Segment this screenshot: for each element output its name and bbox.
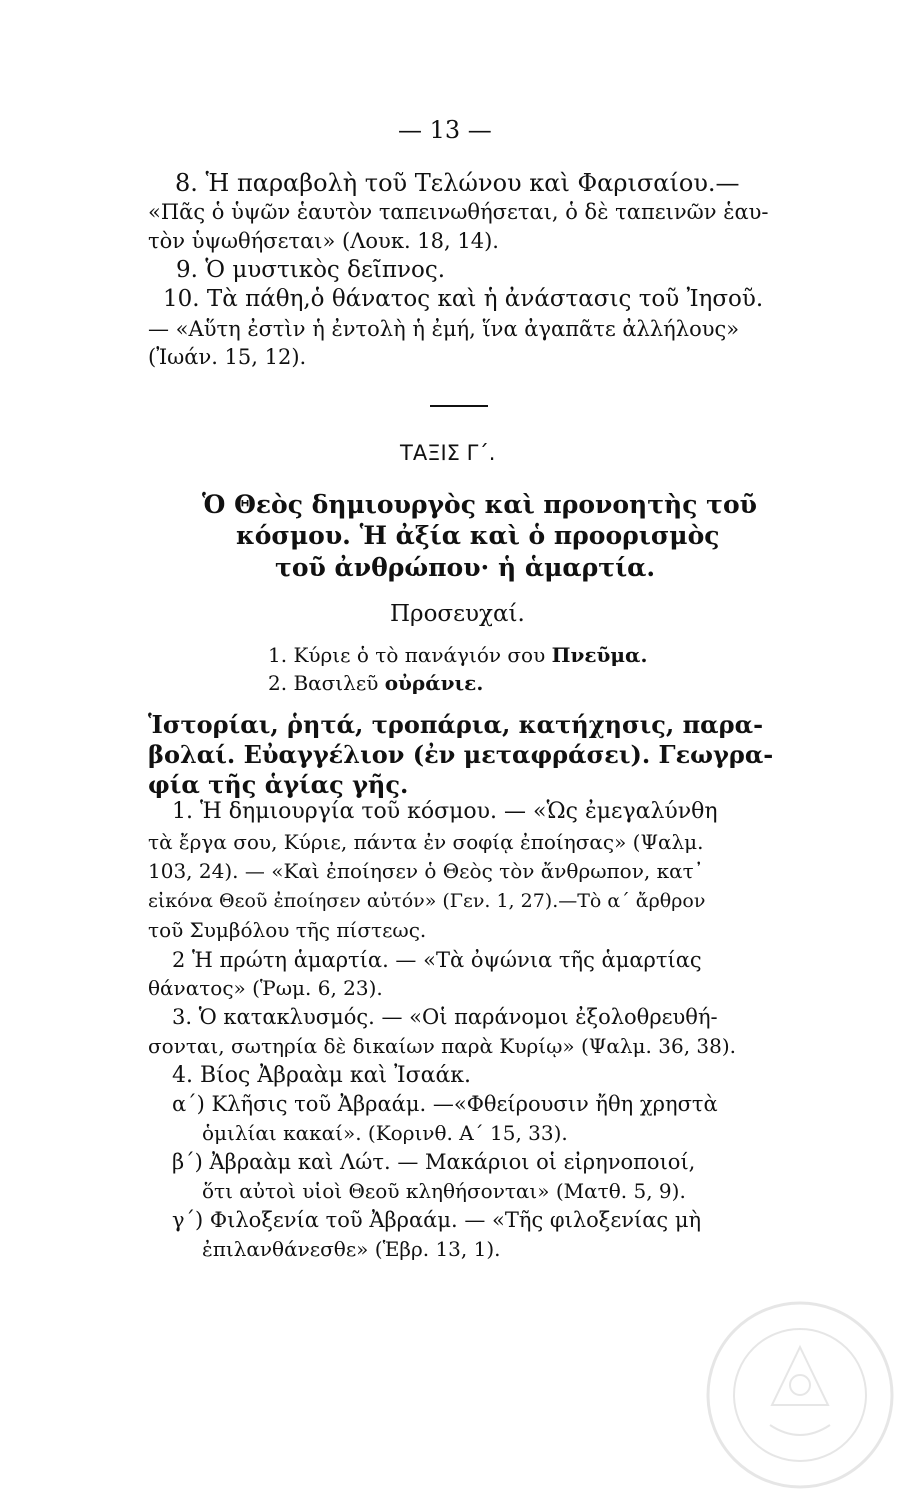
title-line: τοῦ ἀνθρώπου· ἡ ἁμαρτία. [275, 553, 656, 582]
history-heading-line: βολαί. Εὐαγγέλιον (ἐν μεταφράσει). Γεωγρα- [148, 740, 774, 769]
text-line: — «Αὕτη ἐστὶν ἡ ἐντολὴ ἡ ἐμή, ἵνα ἀγαπᾶτε ἀλλήλους» [148, 317, 740, 341]
prayer-item [268, 645, 647, 665]
prayer-item [268, 673, 483, 693]
text-line: εἰκόνα Θεοῦ ἐποίησεν αὐτόν» (Γεν. 1, 27).—Τὸ α΄ ἄρθρον [148, 890, 706, 912]
text-line: ὅτι αὐτοὶ υἱοὶ Θεοῦ κληθήσονται» (Ματθ. 5, 9). [202, 1179, 686, 1203]
text-line: ὁμιλίαι κακαί». (Κορινθ. Α΄ 15, 33). [202, 1121, 568, 1145]
prayer-number: 1. [268, 643, 288, 667]
text-line: 103, 24). — «Καὶ ἐποίησεν ὁ Θεὸς τὸν ἄνθρωπον, κατ᾽ [148, 859, 704, 883]
history-heading-line: φία τῆς ἁγίας γῆς. [148, 770, 409, 799]
class-heading: ΤΑΞΙΣ Γ΄. [400, 441, 496, 465]
prayer-text-bold: οὐράνιε. [384, 671, 484, 695]
prayers-heading: Προσευχαί. [390, 601, 525, 627]
prayer-text-bold: Πνεῦμα. [551, 643, 648, 667]
text-line: 1. Ἡ δημιουργία τοῦ κόσμου. — «Ὡς ἐμεγαλύνθη [172, 799, 718, 824]
text-line: θάνατος» (Ῥωμ. 6, 23). [148, 976, 383, 1000]
text-line: «Πᾶς ὁ ὑψῶν ἑαυτὸν ταπεινωθήσεται, ὁ δὲ ταπεινῶν ἑαυ- [148, 200, 769, 224]
text-line: 10. Τὰ πάθη,ὁ θάνατος καὶ ἡ ἀνάστασις τοῦ Ἰησοῦ. [163, 286, 764, 312]
text-line: τὰ ἔργα σου, Κύριε, πάντα ἐν σοφίᾳ ἐποίησας» (Ψαλμ. [148, 830, 704, 854]
text-line: 3. Ὁ κατακλυσμός. — «Οἱ παράνομοι ἐξολοθρευθή- [172, 1005, 718, 1029]
text-line: σονται, σωτηρία δὲ δικαίων παρὰ Κυρίῳ» (Ψαλμ. 36, 38). [148, 1034, 737, 1058]
text-line: α΄) Κλῆσις τοῦ Ἀβραάμ. —«Φθείρουσιν ἤθη χρηστὰ [172, 1092, 718, 1116]
text-line: 4. Βίος Ἀβραὰμ καὶ Ἰσαάκ. [172, 1063, 472, 1088]
text-line: (Ἰωάν. 15, 12). [148, 345, 307, 369]
text-line: 9. Ὁ μυστικὸς δεῖπνος. [176, 257, 446, 283]
page-number: — 13 — [398, 116, 492, 144]
text-line: γ΄) Φιλοξενία τοῦ Ἀβραάμ. — «Τῆς φιλοξενίας μὴ [172, 1208, 702, 1232]
text-line: τὸν ὑψωθήσεται» (Λουκ. 18, 14). [148, 229, 499, 253]
prayer-text: Κύριε ὁ τὸ πανάγιόν σου [293, 643, 546, 667]
prayer-text: Βασιλεῦ [293, 671, 379, 695]
text-line: 8. Ἡ παραβολὴ τοῦ Τελώνου καὶ Φαρισαίου.— [175, 169, 740, 197]
library-seal-watermark [700, 1295, 900, 1495]
history-heading-line: Ἱστορίαι, ῥητά, τροπάρια, κατήχησις, παρα- [148, 710, 764, 739]
separator-rule [430, 405, 488, 407]
text-line: 2 Ἡ πρώτη ἁμαρτία. — «Τὰ ὀψώνια τῆς ἁμαρτίας [172, 948, 702, 972]
title-line: Ὁ Θεὸς δημιουργὸς καὶ προνοητὴς τοῦ [202, 490, 757, 519]
text-line: β΄) Ἀβραὰμ καὶ Λώτ. — Μακάριοι οἱ εἰρηνοποιοί, [172, 1150, 696, 1174]
text-line: ἐπιλανθάνεσθε» (Ἑβρ. 13, 1). [202, 1237, 501, 1261]
title-line: κόσμου. Ἡ ἀξία καὶ ὁ προορισμὸς [236, 521, 720, 550]
prayer-number: 2. [268, 671, 288, 695]
text-line: τοῦ Συμβόλου τῆς πίστεως. [148, 918, 427, 942]
